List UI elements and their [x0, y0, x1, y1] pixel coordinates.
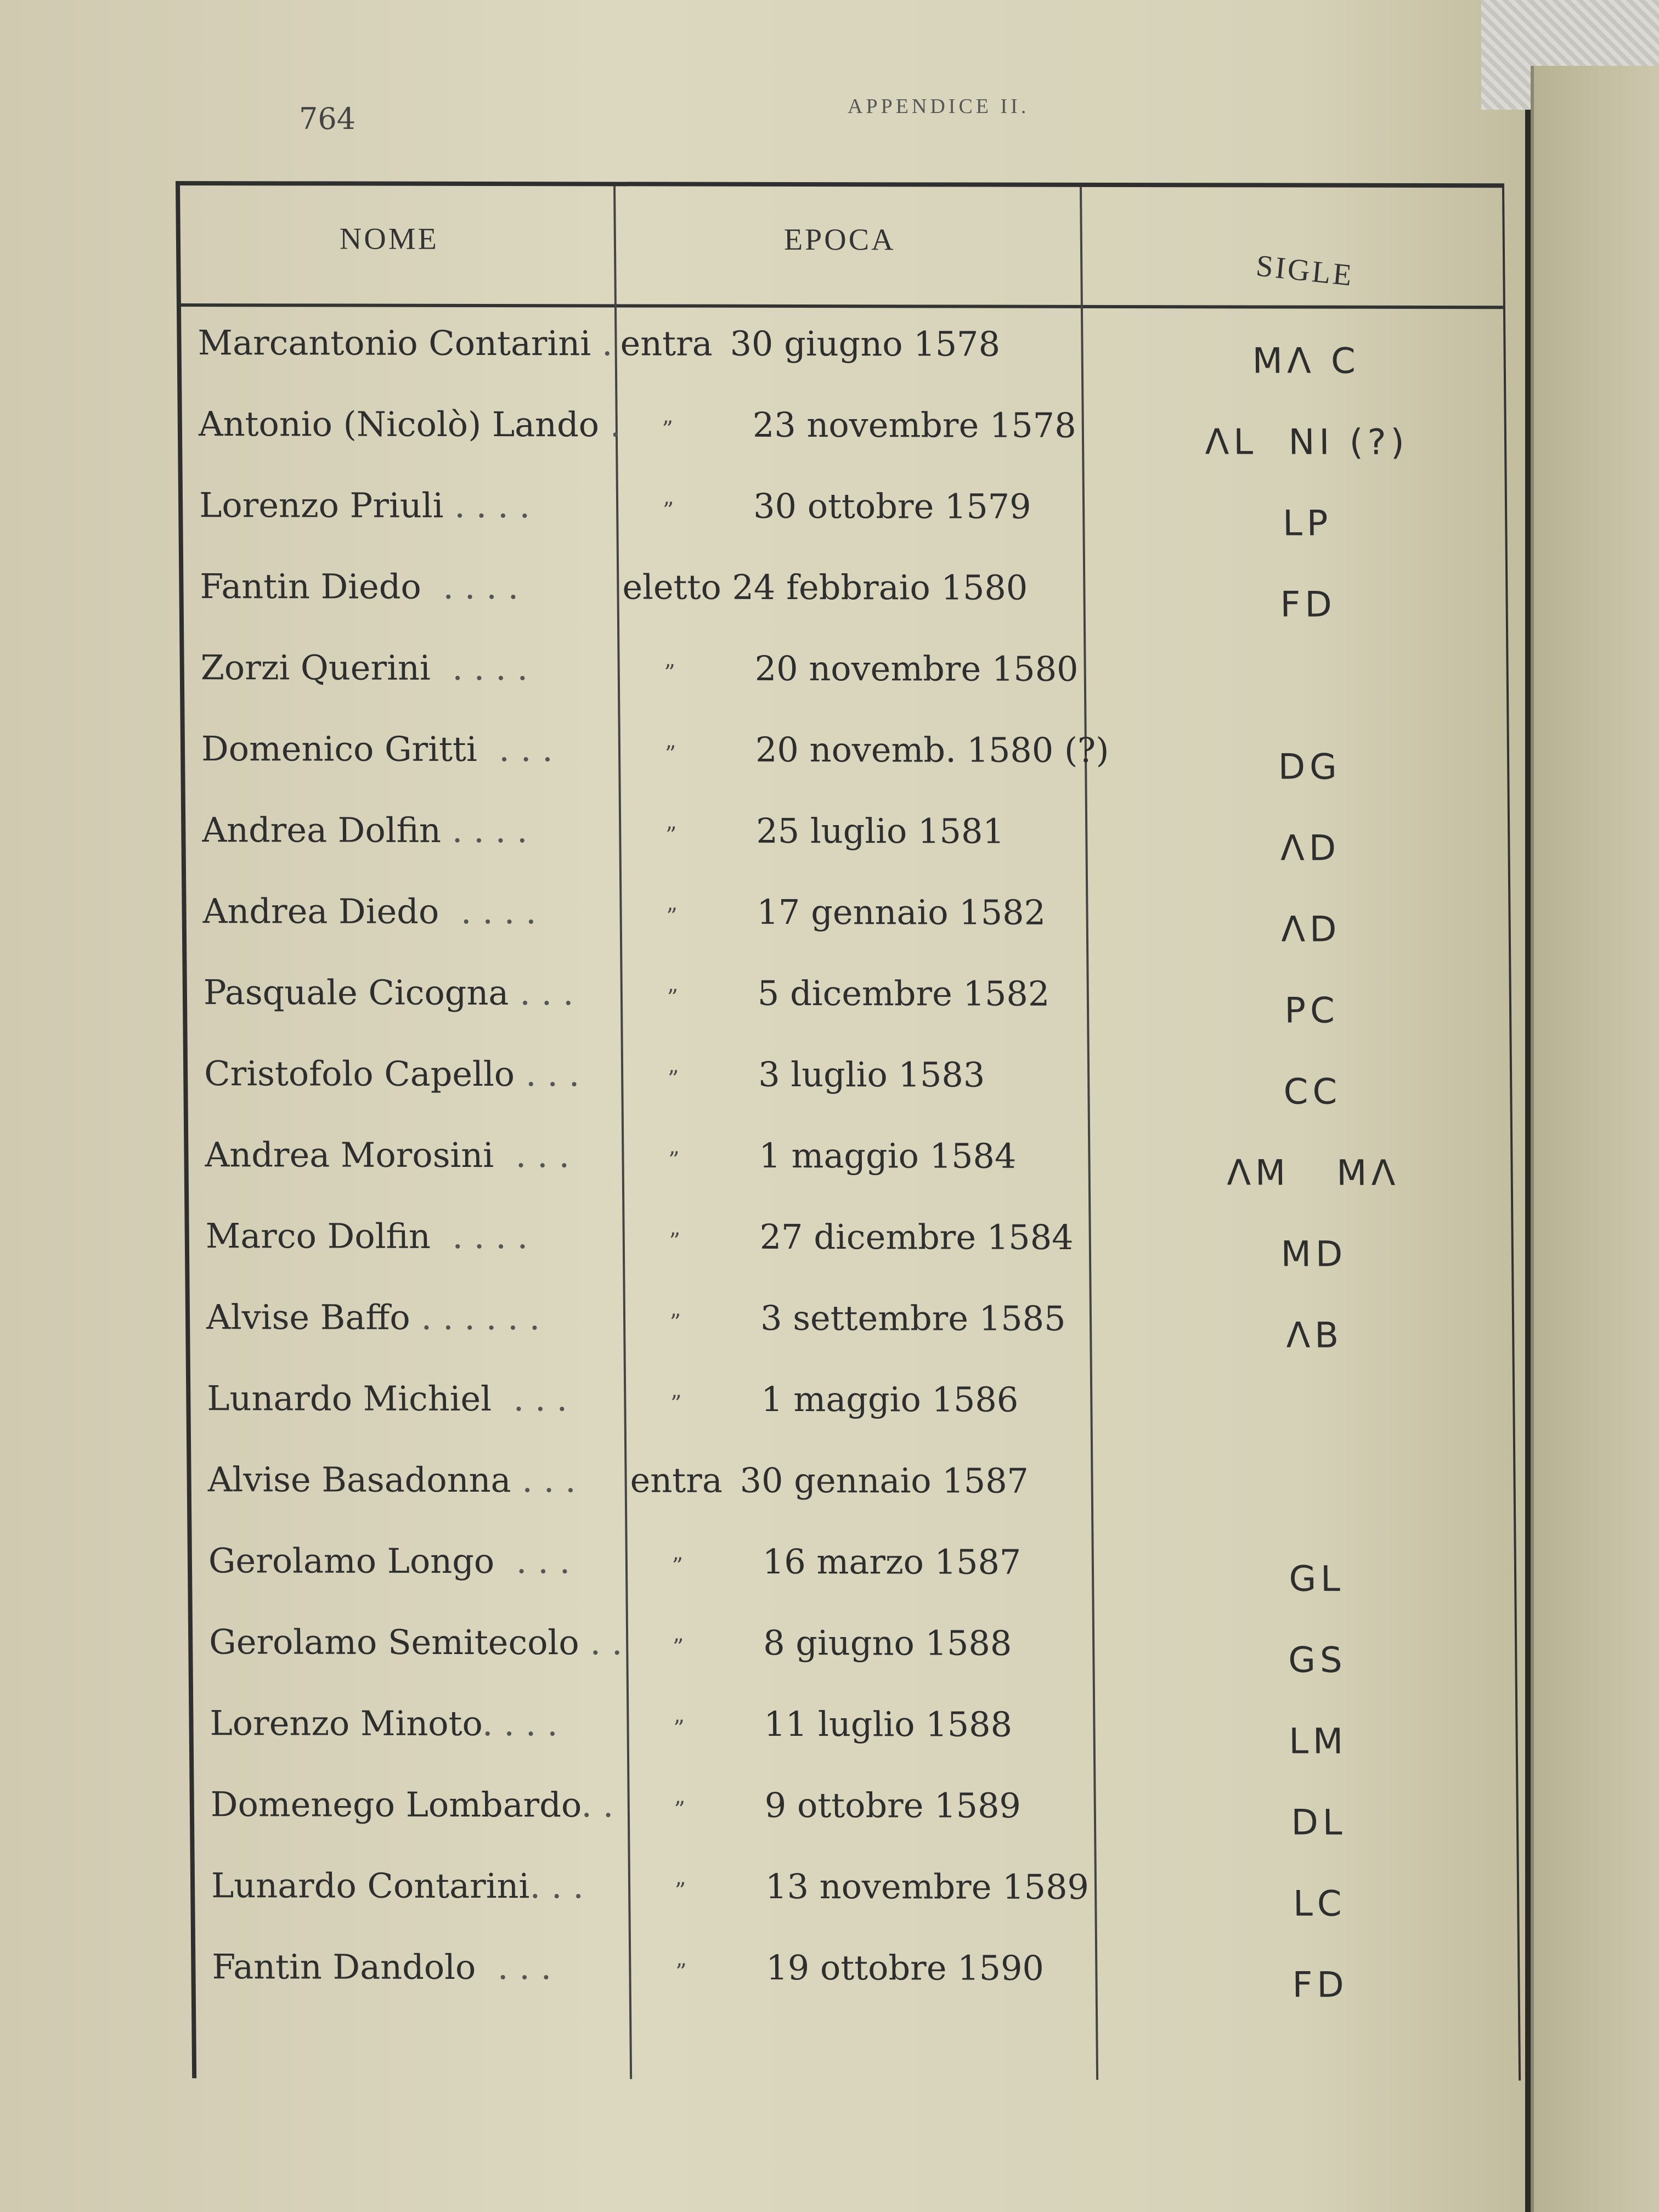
- ditto-mark: ”: [668, 1147, 680, 1173]
- epoch-date: 30 giugno 1578: [730, 323, 1001, 364]
- cell-sigle: FD: [1292, 1965, 1348, 2006]
- table-row: [195, 1865, 1517, 1949]
- epoch-date: 13 novembre 1589: [765, 1866, 1090, 1908]
- cell-sigle: GL: [1289, 1559, 1345, 1600]
- epoch-date: 1 maggio 1584: [759, 1135, 1017, 1176]
- cell-sigle: [1150, 1396, 1480, 1397]
- table-row: [187, 972, 1510, 1056]
- leader-dots: . . .: [491, 1379, 568, 1419]
- table-row: [181, 323, 1504, 406]
- cell-sigle: GS: [1288, 1640, 1347, 1681]
- cell-nome: [202, 810, 619, 850]
- epoch-date: 25 luglio 1581: [755, 810, 1005, 851]
- cell-sigle: MD: [1280, 1234, 1347, 1275]
- cell-epoca: [634, 1866, 1090, 1908]
- leader-dots: . .: [579, 1622, 623, 1663]
- table-row: [188, 1053, 1510, 1137]
- cell-epoca: [620, 323, 1070, 364]
- leader-dots: . . .: [475, 1947, 552, 1988]
- facing-page-edge: [1531, 66, 1659, 2212]
- cell-nome: [202, 891, 620, 932]
- cell-epoca: [634, 1948, 1085, 1988]
- cell-epoca: [627, 1136, 1077, 1176]
- cell-sigle: LM: [1288, 1721, 1348, 1762]
- cell-epoca: [621, 404, 1077, 445]
- epoch-date: 3 settembre 1585: [760, 1297, 1066, 1339]
- epoch-date: 17 gennaio 1582: [757, 891, 1046, 933]
- cell-epoca: [630, 1460, 1080, 1501]
- table-row: [193, 1703, 1516, 1786]
- cell-nome: [209, 1622, 627, 1662]
- ditto-mark: ”: [667, 1066, 679, 1092]
- ditto-mark: ”: [669, 1310, 681, 1335]
- header-sigle: SIGLE: [1254, 249, 1356, 293]
- cell-nome: [210, 1784, 628, 1825]
- leader-dots: . . . .: [482, 1703, 558, 1744]
- ditto-mark: ”: [664, 660, 676, 686]
- cell-nome: [201, 729, 619, 769]
- table-row: [188, 1135, 1511, 1218]
- nome-text: Fantin Dandolo: [212, 1946, 476, 1988]
- ditto-mark: ”: [662, 416, 674, 442]
- table-row: [190, 1378, 1513, 1462]
- page-number: 764: [299, 101, 356, 136]
- cell-nome: [200, 647, 618, 688]
- cell-sigle: DL: [1291, 1802, 1347, 1843]
- epoch-date: 27 dicembre 1584: [759, 1216, 1074, 1257]
- table-row: [183, 566, 1506, 650]
- cell-nome: [207, 1459, 625, 1500]
- cell-nome: [205, 1135, 622, 1175]
- ditto-mark: ”: [670, 1391, 682, 1417]
- table-row: [195, 1946, 1518, 2030]
- cell-nome: [205, 1216, 623, 1256]
- cell-epoca: [631, 1542, 1081, 1582]
- nome-text: Alvise Basadonna: [207, 1459, 511, 1500]
- cell-sigle: ΛL NI (?): [1205, 422, 1409, 463]
- ditto-mark: ”: [669, 1228, 681, 1254]
- ditto-mark: ”: [665, 822, 677, 848]
- cell-epoca: [632, 1704, 1082, 1745]
- cell-nome: [198, 404, 621, 445]
- nome-text: Domenego Lombardo: [210, 1784, 582, 1825]
- leader-dots: .: [599, 404, 621, 445]
- nome-text: Gerolamo Longo: [208, 1541, 495, 1582]
- header-epoca: EPOCA: [783, 222, 896, 257]
- ditto-mark: ”: [674, 1878, 686, 1904]
- cell-nome: [204, 1053, 622, 1094]
- cell-epoca: [625, 891, 1075, 932]
- cell-epoca: [629, 1298, 1079, 1339]
- cell-epoca: [629, 1379, 1080, 1420]
- table-row: [191, 1459, 1514, 1543]
- cell-nome: [204, 972, 621, 1013]
- cell-sigle: [1152, 1477, 1481, 1478]
- nome-text: Gerolamo Semitecolo: [208, 1622, 579, 1663]
- nome-text: Fantin Diedo: [200, 566, 422, 607]
- cell-nome: [207, 1378, 624, 1419]
- cell-sigle: ΛM MΛ: [1226, 1153, 1400, 1194]
- leader-dots: . .: [580, 1785, 614, 1825]
- leader-dots: . . . . . .: [410, 1297, 540, 1338]
- table-row: [194, 1784, 1516, 1867]
- ditto-mark: ”: [664, 741, 676, 767]
- cell-epoca: [633, 1785, 1083, 1826]
- cell-nome: [211, 1865, 629, 1906]
- ditto-mark: ”: [673, 1716, 685, 1741]
- cell-epoca: [627, 1054, 1077, 1094]
- epoch-date: 24 febbraio 1580: [732, 567, 1028, 608]
- cell-sigle: CC: [1283, 1071, 1342, 1113]
- running-head: APPENDICE II.: [848, 95, 1030, 118]
- ditto-mark: ”: [666, 904, 678, 929]
- leader-dots: . . .: [529, 1866, 584, 1906]
- cell-nome: [200, 566, 617, 607]
- leader-dots: . . . .: [421, 566, 519, 607]
- leader-dots: . . .: [493, 1135, 570, 1176]
- table-body: [181, 323, 1518, 2030]
- leader-dots: . . . .: [443, 485, 531, 526]
- leader-dots: . . . .: [441, 810, 528, 851]
- epoch-prefix: eletto: [622, 567, 722, 607]
- leader-dots: . . .: [494, 1541, 571, 1582]
- epoch-prefix: entra: [630, 1460, 723, 1500]
- nome-text: Lunardo Michiel: [207, 1378, 492, 1419]
- cell-epoca: [631, 1623, 1082, 1663]
- table-row: [192, 1541, 1515, 1624]
- nome-text: Andrea Dolfin: [201, 810, 442, 850]
- epoch-date: 5 dicembre 1582: [757, 973, 1050, 1014]
- leader-dots: .: [590, 323, 613, 364]
- leader-dots: . . . .: [430, 647, 528, 689]
- nome-text: Lunardo Contarini: [211, 1865, 530, 1906]
- epoch-date: 3 luglio 1583: [758, 1054, 985, 1095]
- cell-sigle: PC: [1284, 990, 1340, 1031]
- cell-epoca: [622, 567, 1073, 607]
- cell-sigle: MΛ C: [1252, 341, 1361, 382]
- epoch-prefix: entra: [620, 323, 713, 364]
- cell-nome: [206, 1297, 624, 1338]
- cell-nome: [199, 485, 617, 526]
- nome-text: Pasquale Cicogna: [203, 972, 509, 1013]
- epoch-date: 11 luglio 1588: [764, 1703, 1013, 1745]
- epoch-date: 1 maggio 1586: [761, 1379, 1019, 1420]
- cell-epoca: [626, 973, 1076, 1013]
- epoch-date: 19 ottobre 1590: [766, 1948, 1045, 1988]
- leader-dots: . . . .: [430, 1216, 528, 1257]
- doge-table: [176, 181, 1521, 2080]
- nome-text: Andrea Diedo: [202, 891, 439, 932]
- table-row: [185, 729, 1508, 812]
- leader-dots: . . .: [511, 1460, 577, 1500]
- cell-epoca: [623, 648, 1079, 689]
- cell-nome: [212, 1946, 629, 1987]
- cell-epoca: [628, 1217, 1078, 1257]
- epoch-date: 20 novemb. 1580 (?): [755, 729, 1109, 771]
- cell-epoca: [624, 729, 1109, 771]
- table-row: [189, 1216, 1511, 1299]
- leader-dots: . . .: [514, 1054, 580, 1094]
- table-row: [193, 1622, 1515, 1705]
- cell-sigle: ΛB: [1286, 1315, 1344, 1356]
- nome-text: Marcantonio Contarini: [198, 323, 591, 364]
- nome-text: Andrea Morosini: [205, 1135, 494, 1176]
- nome-text: Lorenzo Minoto: [210, 1703, 483, 1744]
- epoch-date: 30 gennaio 1587: [740, 1460, 1029, 1501]
- cell-sigle: ΛD: [1280, 828, 1341, 869]
- epoch-date: 8 giugno 1588: [763, 1622, 1012, 1663]
- cell-nome: [210, 1703, 627, 1743]
- header-nome: NOME: [339, 222, 439, 256]
- ditto-mark: ”: [675, 1959, 687, 1985]
- cell-sigle: DG: [1278, 747, 1341, 788]
- nome-text: Antonio (Nicolò) Lando: [198, 404, 600, 445]
- cell-sigle: [1144, 665, 1474, 666]
- epoch-date: 23 novembre 1578: [752, 404, 1077, 445]
- table-row: [184, 647, 1506, 731]
- table-row: [182, 404, 1505, 487]
- ditto-mark: ”: [672, 1553, 684, 1579]
- leader-dots: . . .: [508, 973, 574, 1013]
- nome-text: Marco Dolfin: [205, 1216, 431, 1256]
- nome-text: Lorenzo Priuli: [199, 485, 444, 526]
- epoch-date: 30 ottobre 1579: [753, 486, 1032, 527]
- cell-sigle: LC: [1293, 1883, 1346, 1925]
- nome-text: Zorzi Querini: [200, 647, 431, 688]
- ditto-mark: ”: [662, 498, 674, 523]
- nome-text: Cristofolo Capello: [204, 1053, 515, 1094]
- cell-sigle: FD: [1280, 584, 1337, 625]
- nome-text: Alvise Baffo: [206, 1297, 410, 1338]
- cell-epoca: [622, 486, 1072, 526]
- ditto-mark: ”: [672, 1634, 684, 1660]
- table-row: [186, 891, 1509, 974]
- cell-nome: [198, 323, 615, 363]
- table-header: [180, 185, 1503, 309]
- cell-nome: [208, 1541, 626, 1581]
- epoch-date: 20 novembre 1580: [754, 648, 1079, 689]
- ditto-mark: ”: [667, 985, 679, 1011]
- cell-sigle: LP: [1282, 503, 1333, 544]
- cell-sigle: ΛD: [1280, 909, 1341, 950]
- table-row: [183, 485, 1505, 568]
- epoch-date: 9 ottobre 1589: [764, 1785, 1022, 1826]
- table-row: [185, 810, 1508, 893]
- table-row: [190, 1297, 1513, 1380]
- cell-epoca: [624, 810, 1075, 851]
- ditto-mark: ”: [674, 1797, 686, 1822]
- nome-text: Domenico Gritti: [201, 729, 478, 770]
- epoch-date: 16 marzo 1587: [762, 1541, 1022, 1582]
- leader-dots: . . . .: [438, 891, 537, 932]
- leader-dots: . . .: [477, 729, 553, 770]
